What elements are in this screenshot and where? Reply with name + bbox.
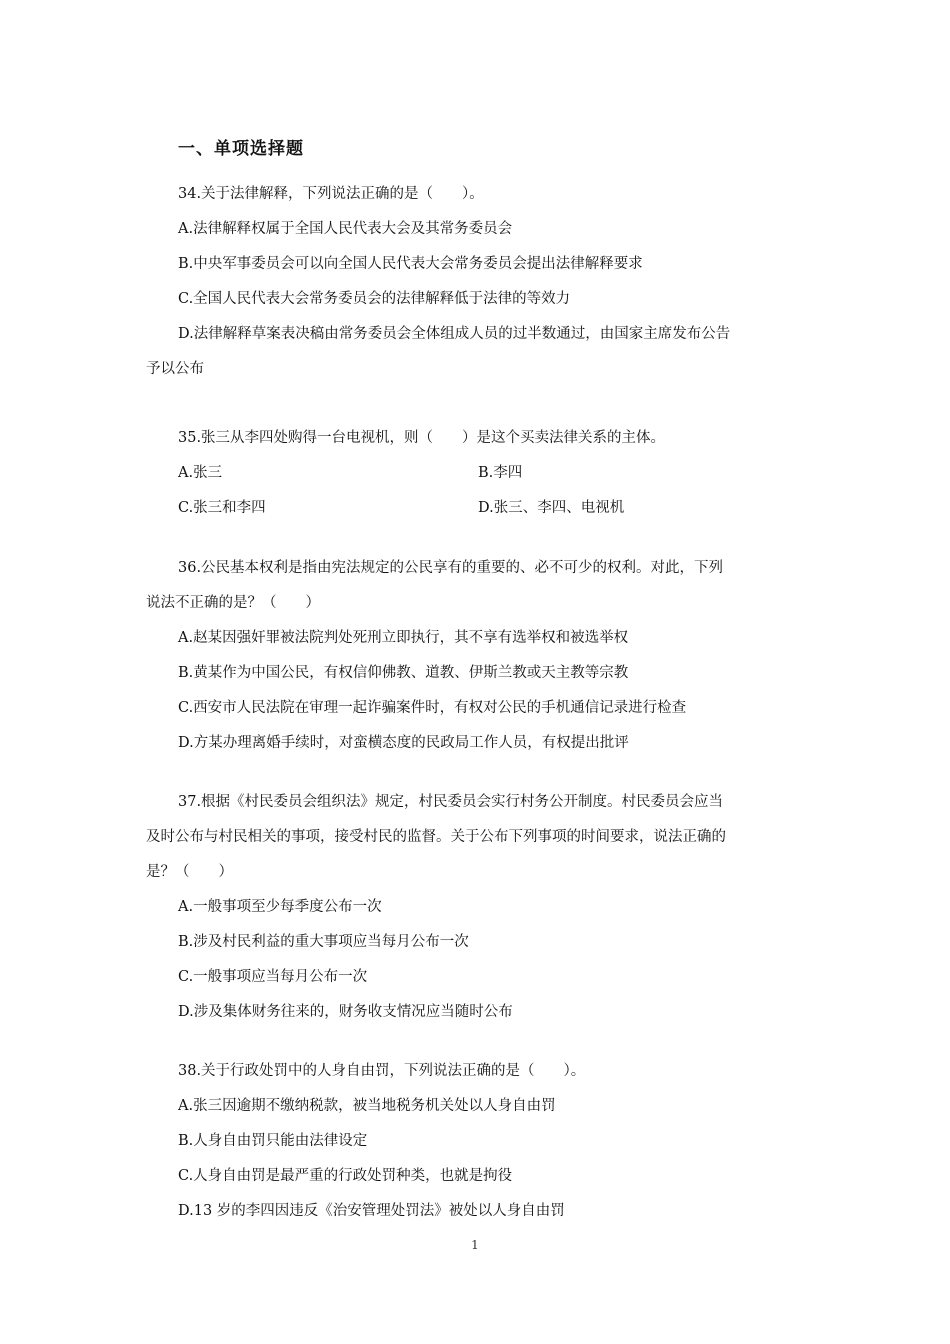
page-number: 1: [471, 1238, 479, 1252]
question-37-option-d: D.涉及集体财务往来的，财务收支情况应当随时公布: [178, 1004, 513, 1020]
question-34-option-a: A.法律解释权属于全国人民代表大会及其常务委员会: [178, 221, 513, 237]
question-37-stem-line-1: 37.根据《村民委员会组织法》规定，村民委员会实行村务公开制度。村民委员会应当: [178, 794, 724, 810]
question-35-stem: 35.张三从李四处购得一台电视机，则（ ）是这个买卖法律关系的主体。: [178, 430, 666, 446]
question-37-option-a: A.一般事项至少每季度公布一次: [178, 899, 382, 915]
question-36-stem-line-2: 说法不正确的是？（ ）: [146, 595, 320, 611]
question-37-option-b: B.涉及村民利益的重大事项应当每月公布一次: [178, 934, 469, 950]
question-34-option-c: C.全国人民代表大会常务委员会的法律解释低于法律的等效力: [178, 291, 571, 307]
question-38-option-b: B.人身自由罚只能由法律设定: [178, 1133, 368, 1149]
question-35-option-a: A.张三: [178, 465, 223, 481]
question-34-stem: 34.关于法律解释，下列说法正确的是（ ）。: [178, 186, 484, 202]
question-36-option-a: A.赵某因强奸罪被法院判处死刑立即执行，其不享有选举权和被选举权: [178, 630, 629, 646]
question-38-option-c: C.人身自由罚是最严重的行政处罚种类，也就是拘役: [178, 1168, 513, 1184]
question-35-option-d: D.张三、李四、电视机: [478, 500, 625, 516]
question-34-option-d-continued: 予以公布: [146, 361, 204, 377]
question-37-stem-line-3: 是？（ ）: [146, 864, 233, 880]
question-36-stem-line-1: 36.公民基本权利是指由宪法规定的公民享有的重要的、必不可少的权利。对此，下列: [178, 560, 724, 576]
section-title: 一、单项选择题: [178, 139, 304, 159]
question-37-stem-line-2: 及时公布与村民相关的事项，接受村民的监督。关于公布下列事项的时间要求，说法正确的: [146, 829, 726, 845]
question-36-option-c: C.西安市人民法院在审理一起诈骗案件时，有权对公民的手机通信记录进行检查: [178, 700, 687, 716]
question-38-stem: 38.关于行政处罚中的人身自由罚，下列说法正确的是（ ）。: [178, 1063, 586, 1079]
question-36-option-b: B.黄某作为中国公民，有权信仰佛教、道教、伊斯兰教或天主教等宗教: [178, 665, 629, 681]
question-34-option-b: B.中央军事委员会可以向全国人民代表大会常务委员会提出法律解释要求: [178, 256, 643, 272]
question-37-option-c: C.一般事项应当每月公布一次: [178, 969, 368, 985]
question-35-option-c: C.张三和李四: [178, 500, 266, 516]
question-38-option-a: A.张三因逾期不缴纳税款，被当地税务机关处以人身自由罚: [178, 1098, 556, 1114]
question-34-option-d: D.法律解释草案表决稿由常务委员会全体组成人员的过半数通过，由国家主席发布公告: [178, 326, 731, 342]
question-35-option-b: B.李四: [478, 465, 523, 481]
question-38-option-d: D.13 岁的李四因违反《治安管理处罚法》被处以人身自由罚: [178, 1203, 565, 1219]
question-36-option-d: D.方某办理离婚手续时，对蛮横态度的民政局工作人员，有权提出批评: [178, 735, 629, 751]
